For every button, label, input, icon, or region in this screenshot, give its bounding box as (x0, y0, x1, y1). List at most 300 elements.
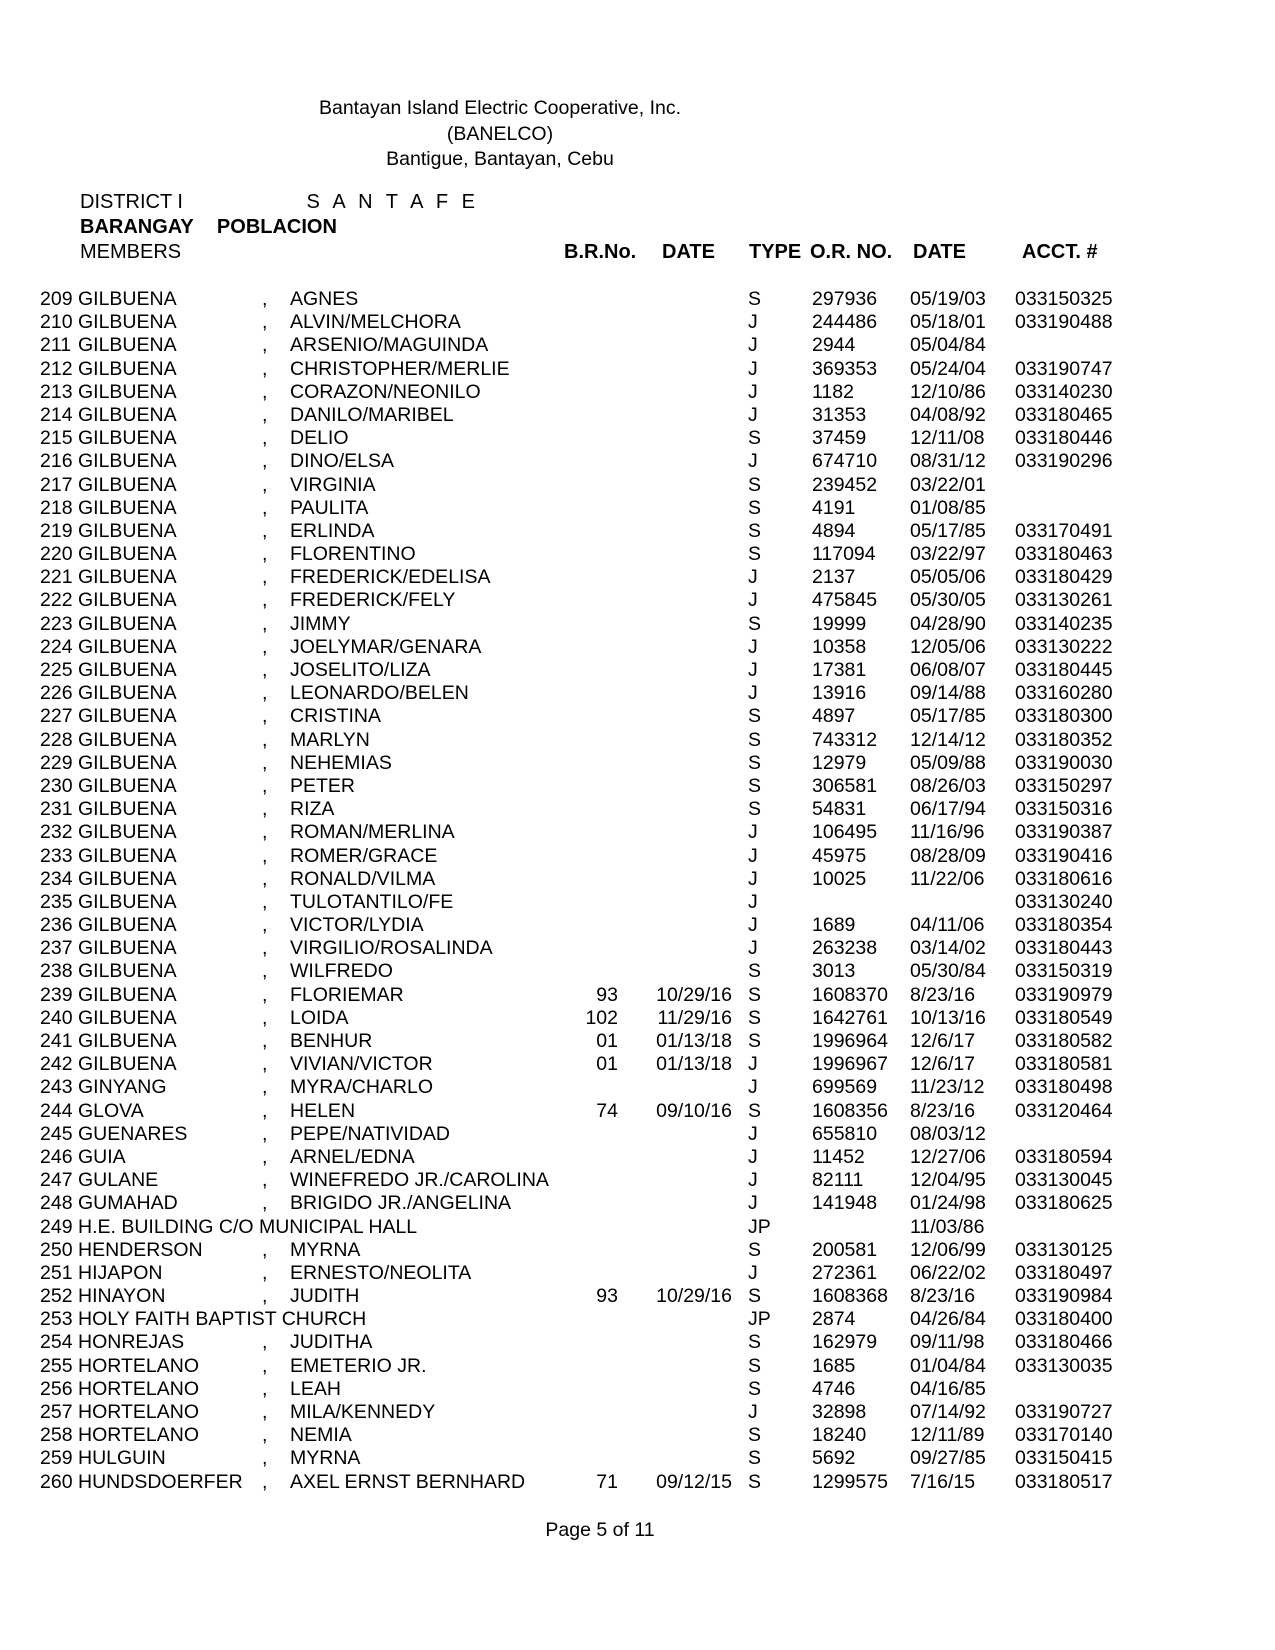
row-index: 236 (40, 914, 73, 937)
table-row (0, 891, 1275, 914)
name-separator: , (262, 844, 268, 867)
table-row (0, 358, 1275, 381)
or-date: 04/26/84 (910, 1308, 986, 1331)
or-number: 244486 (812, 311, 878, 334)
member-surname: HORTELANO (78, 1424, 199, 1447)
table-column-headers (0, 240, 1275, 266)
or-date: 8/23/16 (910, 983, 976, 1006)
row-index: 222 (40, 589, 73, 612)
row-index: 218 (40, 496, 73, 519)
membership-type: J (748, 1401, 758, 1423)
or-date: 04/08/92 (910, 403, 986, 426)
member-firstname: PAULITA (290, 496, 369, 519)
name-separator: , (262, 612, 268, 635)
or-date: 12/6/17 (910, 1053, 976, 1076)
member-firstname: JUDITHA (290, 1331, 373, 1354)
member-firstname: MYRA/CHARLO (290, 1076, 434, 1099)
or-date: 12/11/08 (910, 427, 985, 450)
membership-type: S (748, 1470, 762, 1493)
account-number: 033180582 (1015, 1030, 1113, 1052)
column-header-members: MEMBERS (80, 241, 182, 263)
member-firstname: VICTOR/LYDIA (290, 914, 424, 937)
or-date: 04/28/90 (910, 612, 986, 635)
name-separator: , (262, 1331, 268, 1354)
name-separator: , (262, 543, 268, 566)
table-row (0, 1146, 1275, 1169)
or-date: 12/05/06 (910, 635, 986, 658)
or-date: 05/17/85 (910, 705, 986, 728)
name-separator: , (262, 1076, 268, 1099)
or-date: 06/22/02 (910, 1261, 986, 1284)
account-number: 033180352 (1015, 728, 1113, 751)
or-date: 05/19/03 (910, 288, 986, 310)
or-number: 4191 (812, 496, 856, 519)
member-firstname: ROMAN/MERLINA (290, 821, 455, 844)
table-row (0, 1308, 1275, 1331)
row-index: 216 (40, 450, 73, 473)
or-number: 3013 (812, 960, 856, 983)
or-number: 117094 (812, 543, 876, 566)
table-row (0, 404, 1275, 427)
column-header-type: TYPE (749, 241, 802, 263)
name-separator: , (262, 635, 268, 658)
membership-type: J (748, 1192, 758, 1215)
table-row (0, 1424, 1275, 1447)
or-number: 306581 (812, 774, 878, 797)
membership-type: S (748, 774, 762, 797)
member-surname: GILBUENA (78, 682, 177, 705)
membership-type: JP (748, 1215, 771, 1238)
name-separator: , (262, 705, 268, 728)
account-number: 033180581 (1015, 1053, 1113, 1076)
name-separator: , (262, 751, 268, 774)
table-row (0, 1239, 1275, 1262)
row-index: 226 (40, 682, 73, 705)
row-index: 225 (40, 659, 73, 681)
name-separator: , (262, 1192, 268, 1215)
table-row (0, 520, 1275, 543)
or-number: 239452 (812, 473, 878, 496)
table-row (0, 1053, 1275, 1076)
name-separator: , (262, 937, 268, 960)
table-row (0, 1076, 1275, 1099)
or-number: 1685 (812, 1354, 856, 1377)
account-number: 033190727 (1015, 1401, 1113, 1423)
table-row (0, 1007, 1275, 1030)
member-surname: H.E. BUILDING C/O MUNICIPAL HALL (78, 1215, 418, 1238)
account-number: 033180446 (1015, 427, 1113, 450)
or-date: 08/26/03 (910, 774, 986, 797)
member-firstname: ERNESTO/NEOLITA (290, 1261, 472, 1284)
or-number: 162979 (812, 1331, 878, 1354)
table-row (0, 334, 1275, 357)
row-index: 223 (40, 612, 73, 635)
row-index: 210 (40, 311, 73, 334)
name-separator: , (262, 1053, 268, 1076)
member-surname: HUNDSDOERFER (78, 1470, 243, 1493)
name-separator: , (262, 1145, 268, 1168)
account-number: 033180354 (1015, 914, 1113, 937)
name-separator: , (262, 1169, 268, 1192)
table-row (0, 589, 1275, 612)
account-number: 033140230 (1015, 380, 1113, 403)
barangay-value: POBLACION (216, 216, 337, 238)
member-firstname: AXEL ERNST BERNHARD (290, 1470, 526, 1493)
row-index: 211 (40, 334, 72, 357)
or-date: 05/24/04 (910, 357, 986, 380)
row-index: 243 (40, 1076, 73, 1099)
or-date: 11/23/12 (910, 1076, 985, 1099)
name-separator: , (262, 1261, 268, 1284)
account-number: 033130045 (1015, 1169, 1113, 1192)
row-index: 238 (40, 960, 73, 983)
company-address: Bantigue, Bantayan, Cebu (386, 148, 614, 170)
member-surname: GILBUENA (78, 890, 177, 913)
member-firstname: PETER (290, 774, 356, 797)
or-date: 12/04/95 (910, 1169, 986, 1192)
name-separator: , (262, 1354, 268, 1377)
account-number: 033180616 (1015, 867, 1113, 890)
or-number: 2944 (812, 334, 856, 357)
row-index: 221 (40, 566, 73, 589)
column-header-or-no: O.R. NO. (810, 241, 893, 263)
or-date: 12/06/99 (910, 1238, 986, 1261)
name-separator: , (262, 288, 268, 310)
member-firstname: MYRNA (290, 1238, 361, 1261)
account-number: 033180466 (1015, 1331, 1113, 1354)
membership-type: J (748, 1053, 758, 1076)
row-index: 240 (40, 1006, 73, 1029)
name-separator: , (262, 821, 268, 844)
or-number: 2137 (812, 566, 856, 589)
member-surname: GILBUENA (78, 543, 177, 566)
barangay-label: BARANGAY (80, 216, 194, 238)
membership-type: J (748, 1122, 758, 1145)
member-firstname: CORAZON/NEONILO (290, 380, 481, 403)
row-index: 214 (40, 403, 73, 426)
membership-type: S (748, 1030, 762, 1052)
membership-type: JP (748, 1308, 771, 1331)
membership-type: J (748, 589, 758, 612)
member-surname: HOLY FAITH BAPTIST CHURCH (78, 1308, 367, 1331)
member-firstname: HELEN (290, 1099, 356, 1122)
member-surname: GILBUENA (78, 380, 177, 403)
member-surname: GILBUENA (78, 519, 177, 542)
member-firstname: FREDERICK/EDELISA (290, 566, 491, 589)
or-date: 06/17/94 (910, 798, 986, 821)
table-row (0, 984, 1275, 1007)
member-firstname: WILFREDO (290, 960, 393, 983)
or-number: 263238 (812, 937, 878, 960)
or-date: 05/09/88 (910, 751, 986, 774)
table-row (0, 450, 1275, 473)
account-number: 033190747 (1015, 357, 1113, 380)
barangay-row (80, 215, 337, 239)
member-surname: GILBUENA (78, 357, 177, 380)
table-row (0, 1401, 1275, 1424)
or-date: 03/22/97 (910, 543, 986, 566)
row-index: 250 (40, 1238, 73, 1261)
name-separator: , (262, 566, 268, 589)
membership-type: J (748, 937, 758, 960)
membership-type: S (748, 612, 762, 635)
row-index: 257 (40, 1401, 73, 1423)
member-firstname: WINEFREDO JR./CAROLINA (290, 1169, 549, 1192)
account-number: 033180463 (1015, 543, 1113, 566)
name-separator: , (262, 682, 268, 705)
name-separator: , (262, 890, 268, 913)
member-surname: GILBUENA (78, 1006, 177, 1029)
membership-type: J (748, 566, 758, 589)
or-number: 475845 (812, 589, 878, 612)
account-number: 033130240 (1015, 890, 1113, 913)
account-number: 033180445 (1015, 659, 1113, 681)
table-row (0, 1169, 1275, 1192)
account-number: 033150415 (1015, 1447, 1113, 1470)
account-number: 033190030 (1015, 751, 1113, 774)
or-date: 05/18/01 (910, 311, 986, 334)
column-header-or-date: DATE (913, 241, 966, 263)
membership-type: J (748, 914, 758, 937)
member-surname: GILBUENA (78, 635, 177, 658)
membership-type: S (748, 543, 762, 566)
row-index: 224 (40, 635, 73, 658)
row-index: 209 (40, 288, 73, 310)
name-separator: , (262, 403, 268, 426)
name-separator: , (262, 1424, 268, 1447)
or-date: 03/22/01 (910, 473, 986, 496)
account-number: 033180517 (1015, 1470, 1113, 1493)
br-date: 01/13/18 (656, 1030, 732, 1052)
row-index: 233 (40, 844, 73, 867)
table-row (0, 705, 1275, 728)
member-surname: GILBUENA (78, 496, 177, 519)
membership-type: S (748, 798, 762, 821)
or-date: 12/6/17 (910, 1030, 976, 1052)
account-number: 033180400 (1015, 1308, 1113, 1331)
or-number: 1608370 (812, 983, 888, 1006)
table-row (0, 914, 1275, 937)
account-number: 033140235 (1015, 612, 1113, 635)
membership-type: J (748, 450, 758, 473)
row-index: 254 (40, 1331, 73, 1354)
row-index: 229 (40, 751, 73, 774)
member-firstname: JIMMY (290, 612, 351, 635)
or-date: 03/14/02 (910, 937, 986, 960)
table-row (0, 729, 1275, 752)
name-separator: , (262, 427, 268, 450)
membership-type: J (748, 403, 758, 426)
account-number: 033150325 (1015, 288, 1113, 310)
br-date: 09/10/16 (656, 1099, 732, 1122)
table-row (0, 1355, 1275, 1378)
or-date: 11/16/96 (910, 821, 985, 844)
member-surname: GILBUENA (78, 659, 177, 681)
account-number: 033180498 (1015, 1076, 1113, 1099)
membership-type: S (748, 705, 762, 728)
br-number: 93 (596, 1285, 618, 1308)
membership-type: S (748, 960, 762, 983)
name-separator: , (262, 1285, 268, 1308)
account-number: 033190984 (1015, 1285, 1113, 1308)
member-firstname: CHRISTOPHER/MERLIE (290, 357, 510, 380)
table-row (0, 1216, 1275, 1239)
table-row (0, 497, 1275, 520)
or-date: 06/08/07 (910, 659, 986, 681)
member-surname: HENDERSON (78, 1238, 203, 1261)
row-index: 256 (40, 1377, 73, 1400)
membership-type: S (748, 1331, 762, 1354)
member-surname: GILBUENA (78, 774, 177, 797)
name-separator: , (262, 960, 268, 983)
membership-type: J (748, 380, 758, 403)
row-index: 244 (40, 1099, 73, 1122)
member-surname: GLOVA (78, 1099, 144, 1122)
member-surname: GULANE (78, 1169, 159, 1192)
br-number: 102 (585, 1006, 618, 1029)
table-row (0, 427, 1275, 450)
table-row (0, 1123, 1275, 1146)
account-number: 033190387 (1015, 821, 1113, 844)
member-surname: GILBUENA (78, 427, 177, 450)
membership-type: S (748, 1447, 762, 1470)
member-surname: GILBUENA (78, 1053, 177, 1076)
table-row (0, 682, 1275, 705)
table-row (0, 311, 1275, 334)
member-surname: GILBUENA (78, 844, 177, 867)
member-firstname: FREDERICK/FELY (290, 589, 456, 612)
membership-type: J (748, 844, 758, 867)
membership-type: J (748, 334, 758, 357)
account-number: 033180443 (1015, 937, 1113, 960)
member-firstname: MARLYN (290, 728, 370, 751)
or-number: 106495 (812, 821, 878, 844)
row-index: 213 (40, 380, 73, 403)
or-date: 12/11/89 (910, 1424, 985, 1447)
member-firstname: NEMIA (290, 1424, 352, 1447)
member-firstname: LOIDA (290, 1006, 349, 1029)
account-number: 033150319 (1015, 960, 1113, 983)
br-date: 10/29/16 (656, 1285, 732, 1308)
name-separator: , (262, 1122, 268, 1145)
member-firstname: FLORIEMAR (290, 983, 404, 1006)
account-number: 033120464 (1015, 1099, 1113, 1122)
member-firstname: TULOTANTILO/FE (290, 890, 454, 913)
member-surname: GILBUENA (78, 450, 177, 473)
or-date: 09/14/88 (910, 682, 986, 705)
row-index: 215 (40, 427, 73, 450)
row-index: 217 (40, 473, 73, 496)
name-separator: , (262, 659, 268, 681)
row-index: 220 (40, 543, 73, 566)
name-separator: , (262, 450, 268, 473)
account-number: 033180300 (1015, 705, 1113, 728)
member-surname: HIJAPON (78, 1261, 163, 1284)
or-number: 297936 (812, 288, 878, 310)
member-firstname: DINO/ELSA (290, 450, 395, 473)
membership-type: J (748, 890, 758, 913)
membership-type: S (748, 519, 762, 542)
account-number: 033190416 (1015, 844, 1113, 867)
table-row (0, 1030, 1275, 1053)
table-row (0, 775, 1275, 798)
member-surname: GILBUENA (78, 821, 177, 844)
row-index: 255 (40, 1354, 73, 1377)
member-firstname: FLORENTINO (290, 543, 416, 566)
or-number: 45975 (812, 844, 867, 867)
account-number: 033160280 (1015, 682, 1113, 705)
table-row (0, 613, 1275, 636)
or-date: 05/17/85 (910, 519, 986, 542)
or-number: 4894 (812, 519, 856, 542)
name-separator: , (262, 589, 268, 612)
br-date: 10/29/16 (656, 983, 732, 1006)
account-number: 033180625 (1015, 1192, 1113, 1215)
member-surname: GILBUENA (78, 403, 177, 426)
table-row (0, 288, 1275, 311)
or-date: 11/03/86 (910, 1215, 985, 1238)
account-number: 033170491 (1015, 519, 1113, 542)
row-index: 251 (40, 1261, 73, 1284)
membership-type: S (748, 1099, 762, 1122)
member-firstname: VIRGILIO/ROSALINDA (290, 937, 493, 960)
member-surname: GILBUENA (78, 937, 177, 960)
member-surname: GILBUENA (78, 1030, 177, 1052)
or-number: 2874 (812, 1308, 856, 1331)
member-firstname: BENHUR (290, 1030, 373, 1052)
row-index: 253 (40, 1308, 73, 1331)
or-date: 01/08/85 (910, 496, 986, 519)
or-number: 272361 (812, 1261, 878, 1284)
member-firstname: LEONARDO/BELEN (290, 682, 469, 705)
table-row (0, 566, 1275, 589)
member-surname: GILBUENA (78, 311, 177, 334)
row-index: 234 (40, 867, 73, 890)
or-number: 17381 (812, 659, 867, 681)
member-firstname: ARSENIO/MAGUINDA (290, 334, 489, 357)
or-date: 10/13/16 (910, 1006, 986, 1029)
letterhead (0, 96, 1000, 173)
membership-type: J (748, 1076, 758, 1099)
member-firstname: VIVIAN/VICTOR (290, 1053, 433, 1076)
table-row (0, 474, 1275, 497)
row-index: 245 (40, 1122, 73, 1145)
row-index: 227 (40, 705, 73, 728)
name-separator: , (262, 519, 268, 542)
or-number: 54831 (812, 798, 867, 821)
row-index: 259 (40, 1447, 73, 1470)
or-number: 37459 (812, 427, 867, 450)
or-date: 08/28/09 (910, 844, 986, 867)
or-number: 19999 (812, 612, 867, 635)
br-date: 09/12/15 (656, 1470, 732, 1493)
or-number: 13916 (812, 682, 867, 705)
or-date: 05/30/05 (910, 589, 986, 612)
table-row (0, 960, 1275, 983)
member-firstname: JOELYMAR/GENARA (290, 635, 482, 658)
or-number: 5692 (812, 1447, 856, 1470)
account-number: 033180465 (1015, 403, 1113, 426)
or-number: 10358 (812, 635, 867, 658)
br-number: 01 (596, 1030, 618, 1052)
member-firstname: ALVIN/MELCHORA (290, 311, 461, 334)
member-firstname: MYRNA (290, 1447, 361, 1470)
or-number: 141948 (812, 1192, 878, 1215)
member-surname: GILBUENA (78, 288, 177, 310)
table-row (0, 1471, 1275, 1494)
row-index: 228 (40, 728, 73, 751)
membership-type: J (748, 635, 758, 658)
